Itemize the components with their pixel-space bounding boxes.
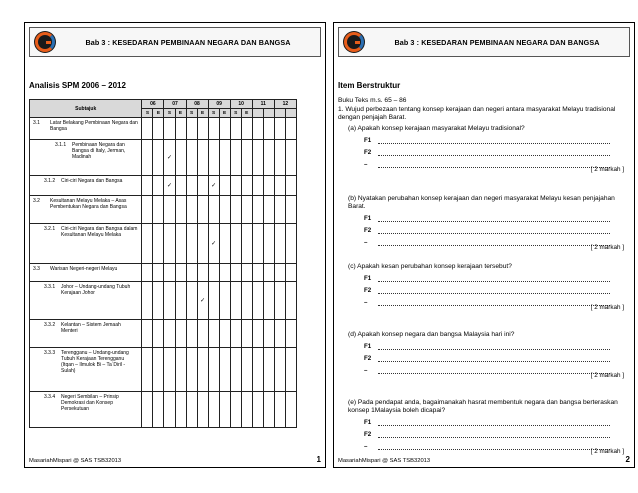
tick-cell	[153, 196, 164, 224]
tick-cell	[186, 320, 197, 348]
tick-cell	[241, 348, 252, 392]
topic-number: 3.3.2	[44, 322, 56, 328]
question-part: (c) Apakah kesan perubahan konsep kerajaan tersebut?	[348, 263, 512, 270]
tick-cell	[285, 264, 296, 282]
tick-cell	[153, 282, 164, 320]
tick-cell	[164, 176, 175, 196]
tick-cell	[197, 118, 208, 140]
question-part: (b) Nyatakan perubahan konsep kerajaan dan negeri masyarakat Melayu kesan penjajahan Barat.	[348, 195, 615, 210]
tick-cell	[142, 348, 153, 392]
tick-cell	[285, 392, 296, 428]
mark-allocation: [ 2 markah ]	[590, 166, 624, 173]
topic-title: Latar Belakang Pembinaan Negara dan Bangsa	[50, 120, 138, 132]
table-row	[30, 176, 297, 196]
tick-cell	[208, 264, 219, 282]
tick-cell	[230, 392, 241, 428]
answer-line[interactable]	[378, 449, 610, 450]
tick-cell	[252, 140, 263, 176]
topic-title: Ciri-ciri Negara dan Bangsa dalam Kesultanan Melayu Melaka	[61, 226, 138, 238]
tick-cell	[197, 140, 208, 176]
tick-cell	[208, 282, 219, 320]
answer-line[interactable]	[378, 233, 610, 234]
tick-cell	[186, 282, 197, 320]
tick-cell	[175, 348, 186, 392]
tick-cell	[164, 224, 175, 264]
tick-cell	[142, 282, 153, 320]
tick-cell	[142, 392, 153, 428]
tick-cell	[164, 282, 175, 320]
tick-cell	[252, 224, 263, 264]
sub-col-header: S	[208, 109, 219, 118]
tick-cell	[285, 348, 296, 392]
year-header: 07	[164, 100, 186, 109]
tick-cell	[153, 392, 164, 428]
tick-cell	[153, 320, 164, 348]
mark-allocation: [ 2 markah ]	[590, 372, 624, 379]
page-1	[24, 22, 326, 468]
tick-cell	[164, 392, 175, 428]
tick-cell	[175, 320, 186, 348]
topic-number: 3.1	[33, 120, 40, 126]
tick-cell	[252, 282, 263, 320]
tick-icon: ✓	[211, 241, 217, 247]
table-row	[30, 224, 297, 264]
answer-label: F1	[364, 137, 372, 144]
tick-cell	[175, 282, 186, 320]
topic-title: Ciri-ciri Negara dan Bangsa	[61, 178, 123, 184]
answer-line[interactable]	[378, 305, 610, 306]
tick-icon: ✓	[166, 155, 172, 161]
sub-col-header: E	[219, 109, 230, 118]
tick-cell	[219, 392, 230, 428]
page-number: 1	[316, 455, 321, 464]
tick-cell	[186, 224, 197, 264]
tick-cell	[175, 196, 186, 224]
tick-cell	[263, 176, 274, 196]
tick-cell	[153, 118, 164, 140]
tick-icon: ✓	[200, 298, 206, 304]
tick-cell	[252, 264, 263, 282]
year-header: 12	[274, 100, 296, 109]
answer-line[interactable]	[378, 221, 610, 222]
tick-cell	[175, 392, 186, 428]
year-header: 06	[142, 100, 164, 109]
tick-cell	[219, 118, 230, 140]
table-row	[30, 320, 297, 348]
section-title: Item Berstruktur	[338, 81, 401, 90]
tick-cell	[208, 392, 219, 428]
answer-line[interactable]	[378, 349, 610, 350]
answer-line[interactable]	[378, 155, 610, 156]
table-row	[30, 118, 297, 140]
tick-cell	[142, 118, 153, 140]
tick-cell	[241, 176, 252, 196]
mark-allocation: [ 2 markah ]	[590, 448, 624, 455]
tick-cell	[274, 176, 285, 196]
tick-cell	[230, 118, 241, 140]
sub-col-header	[285, 109, 296, 118]
mark-allocation: [ 2 markah ]	[590, 304, 624, 311]
tick-cell	[153, 348, 164, 392]
sub-col-header: S	[186, 109, 197, 118]
tick-cell	[241, 264, 252, 282]
tick-cell	[208, 176, 219, 196]
table-row	[30, 282, 297, 320]
tick-icon: ✓	[166, 183, 172, 189]
topic-title: Terengganu – Undang-undang Tubuh Kerajaan Terengganu (Itqan – Ilmulok Bi – Ta`Diril - Sulah)	[61, 350, 129, 374]
topic-title: Negeri Sembilan – Prinsip Demokrasi dan Konsep Persekutuan	[61, 394, 119, 412]
topic-number: 3.1.1	[55, 142, 67, 148]
topic-number: 3.2	[33, 198, 40, 204]
answer-line[interactable]	[378, 143, 610, 144]
tick-cell	[252, 348, 263, 392]
tick-cell	[263, 196, 274, 224]
col-subtopik: Subtajuk	[30, 100, 142, 118]
question-part: (d) Apakah konsep negara dan bangsa Malaysia hari ini?	[348, 331, 515, 338]
tick-cell	[175, 140, 186, 176]
analysis-table	[29, 99, 297, 428]
tick-cell	[230, 224, 241, 264]
tick-cell	[285, 118, 296, 140]
tick-cell	[153, 224, 164, 264]
tick-cell	[142, 196, 153, 224]
year-header: 10	[230, 100, 252, 109]
topic-title: Pembinaan Negara dan Bangsa di Italy, Jerman, Madinah	[72, 142, 126, 160]
tick-cell	[230, 282, 241, 320]
tick-cell	[208, 320, 219, 348]
topic-title: Warisan Negeri-negeri Melayu	[50, 266, 118, 272]
tick-cell	[197, 320, 208, 348]
tick-cell	[230, 176, 241, 196]
sub-col-header	[263, 109, 274, 118]
answer-label: –	[364, 443, 368, 450]
topic-title: Johor – Undang-undang Tubuh Kerajaan Johor	[61, 284, 131, 296]
tick-cell	[252, 176, 263, 196]
tick-cell	[186, 196, 197, 224]
tick-cell	[164, 264, 175, 282]
tick-cell	[230, 196, 241, 224]
sub-col-header	[274, 109, 285, 118]
answer-line[interactable]	[378, 245, 610, 246]
sub-col-header: E	[153, 109, 164, 118]
tick-cell	[252, 320, 263, 348]
tick-cell	[164, 118, 175, 140]
tick-cell	[263, 348, 274, 392]
answer-label: –	[364, 161, 368, 168]
tick-cell	[241, 224, 252, 264]
topic-number: 3.1.2	[44, 178, 56, 184]
tick-cell	[219, 348, 230, 392]
tick-cell	[274, 140, 285, 176]
tick-icon: ✓	[211, 183, 217, 189]
tick-cell	[142, 140, 153, 176]
sub-col-header: E	[197, 109, 208, 118]
sub-col-header: S	[142, 109, 153, 118]
tick-cell	[142, 224, 153, 264]
topic-title: Kesultanan Melayu Melaka – Asas Pembentukan Negara dan Bangsa	[50, 198, 127, 210]
tick-cell	[252, 118, 263, 140]
tick-cell	[197, 392, 208, 428]
sub-col-header: E	[241, 109, 252, 118]
tick-cell	[274, 224, 285, 264]
topic-number: 3.3.1	[44, 284, 56, 290]
tick-cell	[142, 320, 153, 348]
answer-label: F2	[364, 355, 372, 362]
tick-cell	[208, 140, 219, 176]
tick-cell	[230, 140, 241, 176]
page-header	[29, 27, 321, 57]
tick-cell	[263, 392, 274, 428]
tick-cell	[186, 392, 197, 428]
topic-number: 3.3.4	[44, 394, 56, 400]
answer-line[interactable]	[378, 361, 610, 362]
tick-cell	[241, 196, 252, 224]
tick-cell	[164, 348, 175, 392]
textbook-ref: Buku Teks m.s. 65 – 86	[338, 97, 407, 104]
page-2	[333, 22, 635, 468]
topic-number: 3.3.3	[44, 350, 56, 356]
tick-cell	[285, 196, 296, 224]
table-row	[30, 140, 297, 176]
page-header	[338, 27, 630, 57]
answer-label: F1	[364, 215, 372, 222]
tick-cell	[219, 282, 230, 320]
tick-cell	[208, 118, 219, 140]
answer-label: F2	[364, 227, 372, 234]
tick-cell	[285, 282, 296, 320]
answer-label: F1	[364, 343, 372, 350]
page-number: 2	[625, 455, 630, 464]
tick-cell	[175, 224, 186, 264]
tick-cell	[153, 264, 164, 282]
answer-label: –	[364, 367, 368, 374]
chapter-title: Bab 3 : KESEDARAN PEMBINAAN NEGARA DAN BANGSA	[85, 37, 291, 47]
tick-cell	[230, 264, 241, 282]
year-header: 11	[252, 100, 274, 109]
table-row	[30, 196, 297, 224]
tick-cell	[274, 348, 285, 392]
table-row	[30, 392, 297, 428]
tick-cell	[252, 196, 263, 224]
tick-cell	[241, 118, 252, 140]
logo-icon	[343, 31, 365, 53]
answer-line[interactable]	[378, 437, 610, 438]
tick-cell	[263, 282, 274, 320]
tick-cell	[208, 348, 219, 392]
year-header: 09	[208, 100, 230, 109]
tick-cell	[274, 282, 285, 320]
footer-text: MasariahMispari @ SAS TSB32013	[29, 458, 122, 464]
tick-cell	[241, 282, 252, 320]
tick-cell	[263, 320, 274, 348]
answer-label: F1	[364, 419, 372, 426]
tick-cell	[197, 224, 208, 264]
answer-label: F1	[364, 275, 372, 282]
tick-cell	[219, 224, 230, 264]
tick-cell	[274, 264, 285, 282]
tick-cell	[153, 140, 164, 176]
tick-cell	[219, 140, 230, 176]
tick-cell	[263, 140, 274, 176]
tick-cell	[263, 224, 274, 264]
tick-cell	[208, 224, 219, 264]
tick-cell	[142, 176, 153, 196]
tick-cell	[208, 196, 219, 224]
table-row	[30, 264, 297, 282]
answer-line[interactable]	[378, 425, 610, 426]
tick-cell	[186, 264, 197, 282]
tick-cell	[175, 176, 186, 196]
tick-cell	[285, 320, 296, 348]
sub-col-header: S	[230, 109, 241, 118]
tick-cell	[230, 348, 241, 392]
tick-cell	[175, 264, 186, 282]
footer-text: MasariahMispari @ SAS TSB32013	[338, 458, 431, 464]
topic-title: Kelantan – Sistem Jemaah Menteri	[61, 322, 121, 334]
logo-icon	[34, 31, 56, 53]
tick-cell	[241, 392, 252, 428]
tick-cell	[219, 264, 230, 282]
question-part: (e) Pada pendapat anda, bagaimanakah hasrat membentuk negara dan bangsa berteraskan konsep 1Malaysia boleh dicapai?	[348, 399, 618, 414]
topic-number: 3.2.1	[44, 226, 56, 232]
answer-label: –	[364, 299, 368, 306]
tick-cell	[274, 118, 285, 140]
mark-allocation: [ 2 markah ]	[590, 244, 624, 251]
chapter-title: Bab 3 : KESEDARAN PEMBINAAN NEGARA DAN BANGSA	[394, 37, 600, 47]
sub-col-header: E	[175, 109, 186, 118]
answer-line[interactable]	[378, 281, 610, 282]
tick-cell	[241, 320, 252, 348]
tick-cell	[164, 196, 175, 224]
tick-cell	[197, 176, 208, 196]
answer-label: F2	[364, 287, 372, 294]
topic-number: 3.3	[33, 266, 40, 272]
answer-line[interactable]	[378, 293, 610, 294]
tick-cell	[186, 348, 197, 392]
tick-cell	[186, 176, 197, 196]
year-header: 08	[186, 100, 208, 109]
tick-cell	[263, 264, 274, 282]
tick-cell	[241, 140, 252, 176]
tick-cell	[285, 176, 296, 196]
tick-cell	[142, 264, 153, 282]
tick-cell	[285, 224, 296, 264]
tick-cell	[274, 392, 285, 428]
answer-label: F2	[364, 431, 372, 438]
tick-cell	[164, 140, 175, 176]
tick-cell	[197, 264, 208, 282]
tick-cell	[274, 320, 285, 348]
tick-cell	[219, 196, 230, 224]
tick-cell	[164, 320, 175, 348]
tick-cell	[197, 348, 208, 392]
tick-cell	[186, 118, 197, 140]
sub-col-header: S	[164, 109, 175, 118]
tick-cell	[153, 176, 164, 196]
sub-col-header	[252, 109, 263, 118]
tick-cell	[219, 176, 230, 196]
tick-cell	[186, 140, 197, 176]
tick-cell	[175, 118, 186, 140]
tick-cell	[219, 320, 230, 348]
answer-line[interactable]	[378, 167, 610, 168]
tick-cell	[285, 140, 296, 176]
question-1: 1. Wujud perbezaan tentang konsep kerajaan dan negeri antara masyarakat Melayu tradisional dengan penjajah Barat.	[338, 106, 616, 121]
question-part: (a) Apakah konsep kerajaan masyarakat Melayu tradisional?	[348, 125, 525, 132]
tick-cell	[252, 392, 263, 428]
answer-label: F2	[364, 149, 372, 156]
tick-cell	[230, 320, 241, 348]
tick-cell	[274, 196, 285, 224]
tick-cell	[197, 196, 208, 224]
section-title: Analisis SPM 2006 – 2012	[29, 81, 126, 90]
tick-cell	[197, 282, 208, 320]
table-row	[30, 348, 297, 392]
answer-line[interactable]	[378, 373, 610, 374]
tick-cell	[263, 118, 274, 140]
answer-label: –	[364, 239, 368, 246]
